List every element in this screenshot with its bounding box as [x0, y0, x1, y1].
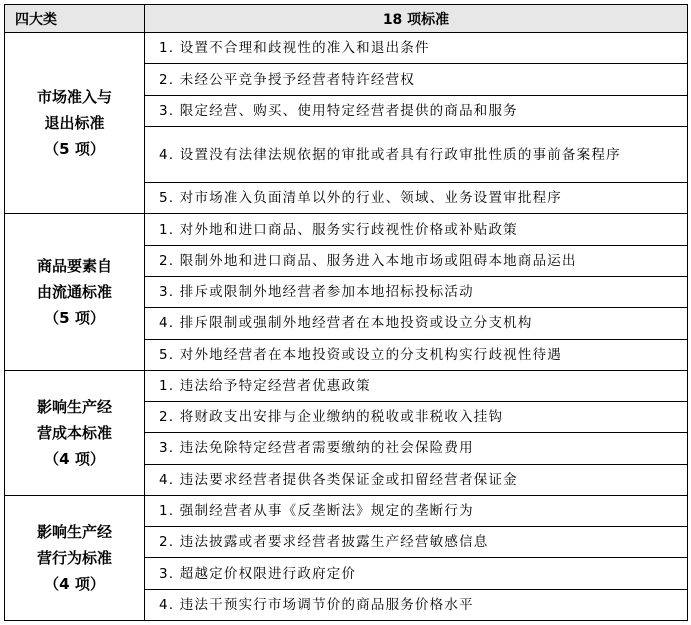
category-line: 由流通标准	[36, 283, 112, 302]
category-line: （5 项）	[44, 140, 105, 159]
standard-item: 3. 排斥或限制外地经营者参加本地招标投标活动	[145, 277, 688, 308]
standard-item: 5. 对市场准入负面清单以外的行业、领域、业务设置审批程序	[145, 183, 688, 214]
category-line: 影响生产经	[36, 522, 112, 541]
category-line: （4 项）	[44, 574, 105, 593]
standard-item: 1. 违法给予特定经营者优惠政策	[145, 370, 688, 401]
table-row	[5, 214, 688, 245]
standards-table-container	[4, 4, 687, 621]
table-row	[5, 495, 688, 526]
standard-item: 1. 强制经营者从事《反垄断法》规定的垄断行为	[145, 495, 688, 526]
category-market-access	[5, 33, 145, 214]
standard-item: 3. 超越定价权限进行政府定价	[145, 558, 688, 589]
standard-item: 4. 排斥限制或强制外地经营者在本地投资或设立分支机构	[145, 308, 688, 339]
category-goods-circulation	[5, 214, 145, 370]
category-line: 商品要素自	[36, 257, 112, 276]
table-header-row	[5, 5, 688, 33]
category-line: 营成本标准	[36, 423, 112, 442]
category-operating-behavior	[5, 495, 145, 620]
category-line: （5 项）	[44, 309, 105, 328]
standard-item: 2. 限制外地和进口商品、服务进入本地市场或阻碍本地商品运出	[145, 245, 688, 276]
standard-item: 2. 将财政支出安排与企业缴纳的税收或非税收入挂钩	[145, 402, 688, 433]
header-category: 四大类	[5, 5, 145, 33]
standard-item: 2. 未经公平竞争授予经营者特许经营权	[145, 64, 688, 95]
standard-item: 3. 限定经营、购买、使用特定经营者提供的商品和服务	[145, 95, 688, 126]
category-line: 退出标准	[44, 114, 105, 133]
standard-item: 1. 设置不合理和歧视性的准入和退出条件	[145, 33, 688, 64]
standard-item: 4. 设置没有法律法规依据的审批或者具有行政审批性质的事前备案程序	[145, 126, 688, 182]
category-line: 营行为标准	[36, 548, 112, 567]
standard-item: 4. 违法要求经营者提供各类保证金或扣留经营者保证金	[145, 464, 688, 495]
standard-item: 3. 违法免除特定经营者需要缴纳的社会保险费用	[145, 433, 688, 464]
category-line: 市场准入与	[36, 88, 112, 107]
table-row	[5, 33, 688, 64]
standard-item: 2. 违法披露或者要求经营者披露生产经营敏感信息	[145, 527, 688, 558]
standard-item: 1. 对外地和进口商品、服务实行歧视性价格或补贴政策	[145, 214, 688, 245]
standard-item: 5. 对外地经营者在本地投资或设立的分支机构实行歧视性待遇	[145, 339, 688, 370]
category-operating-cost	[5, 370, 145, 495]
category-line: （4 项）	[44, 449, 105, 468]
standard-item: 4. 违法干预实行市场调节价的商品服务价格水平	[145, 589, 688, 620]
standards-table	[4, 4, 688, 621]
table-row	[5, 370, 688, 401]
header-standards: 18 项标准	[145, 5, 688, 33]
category-line: 影响生产经	[36, 397, 112, 416]
